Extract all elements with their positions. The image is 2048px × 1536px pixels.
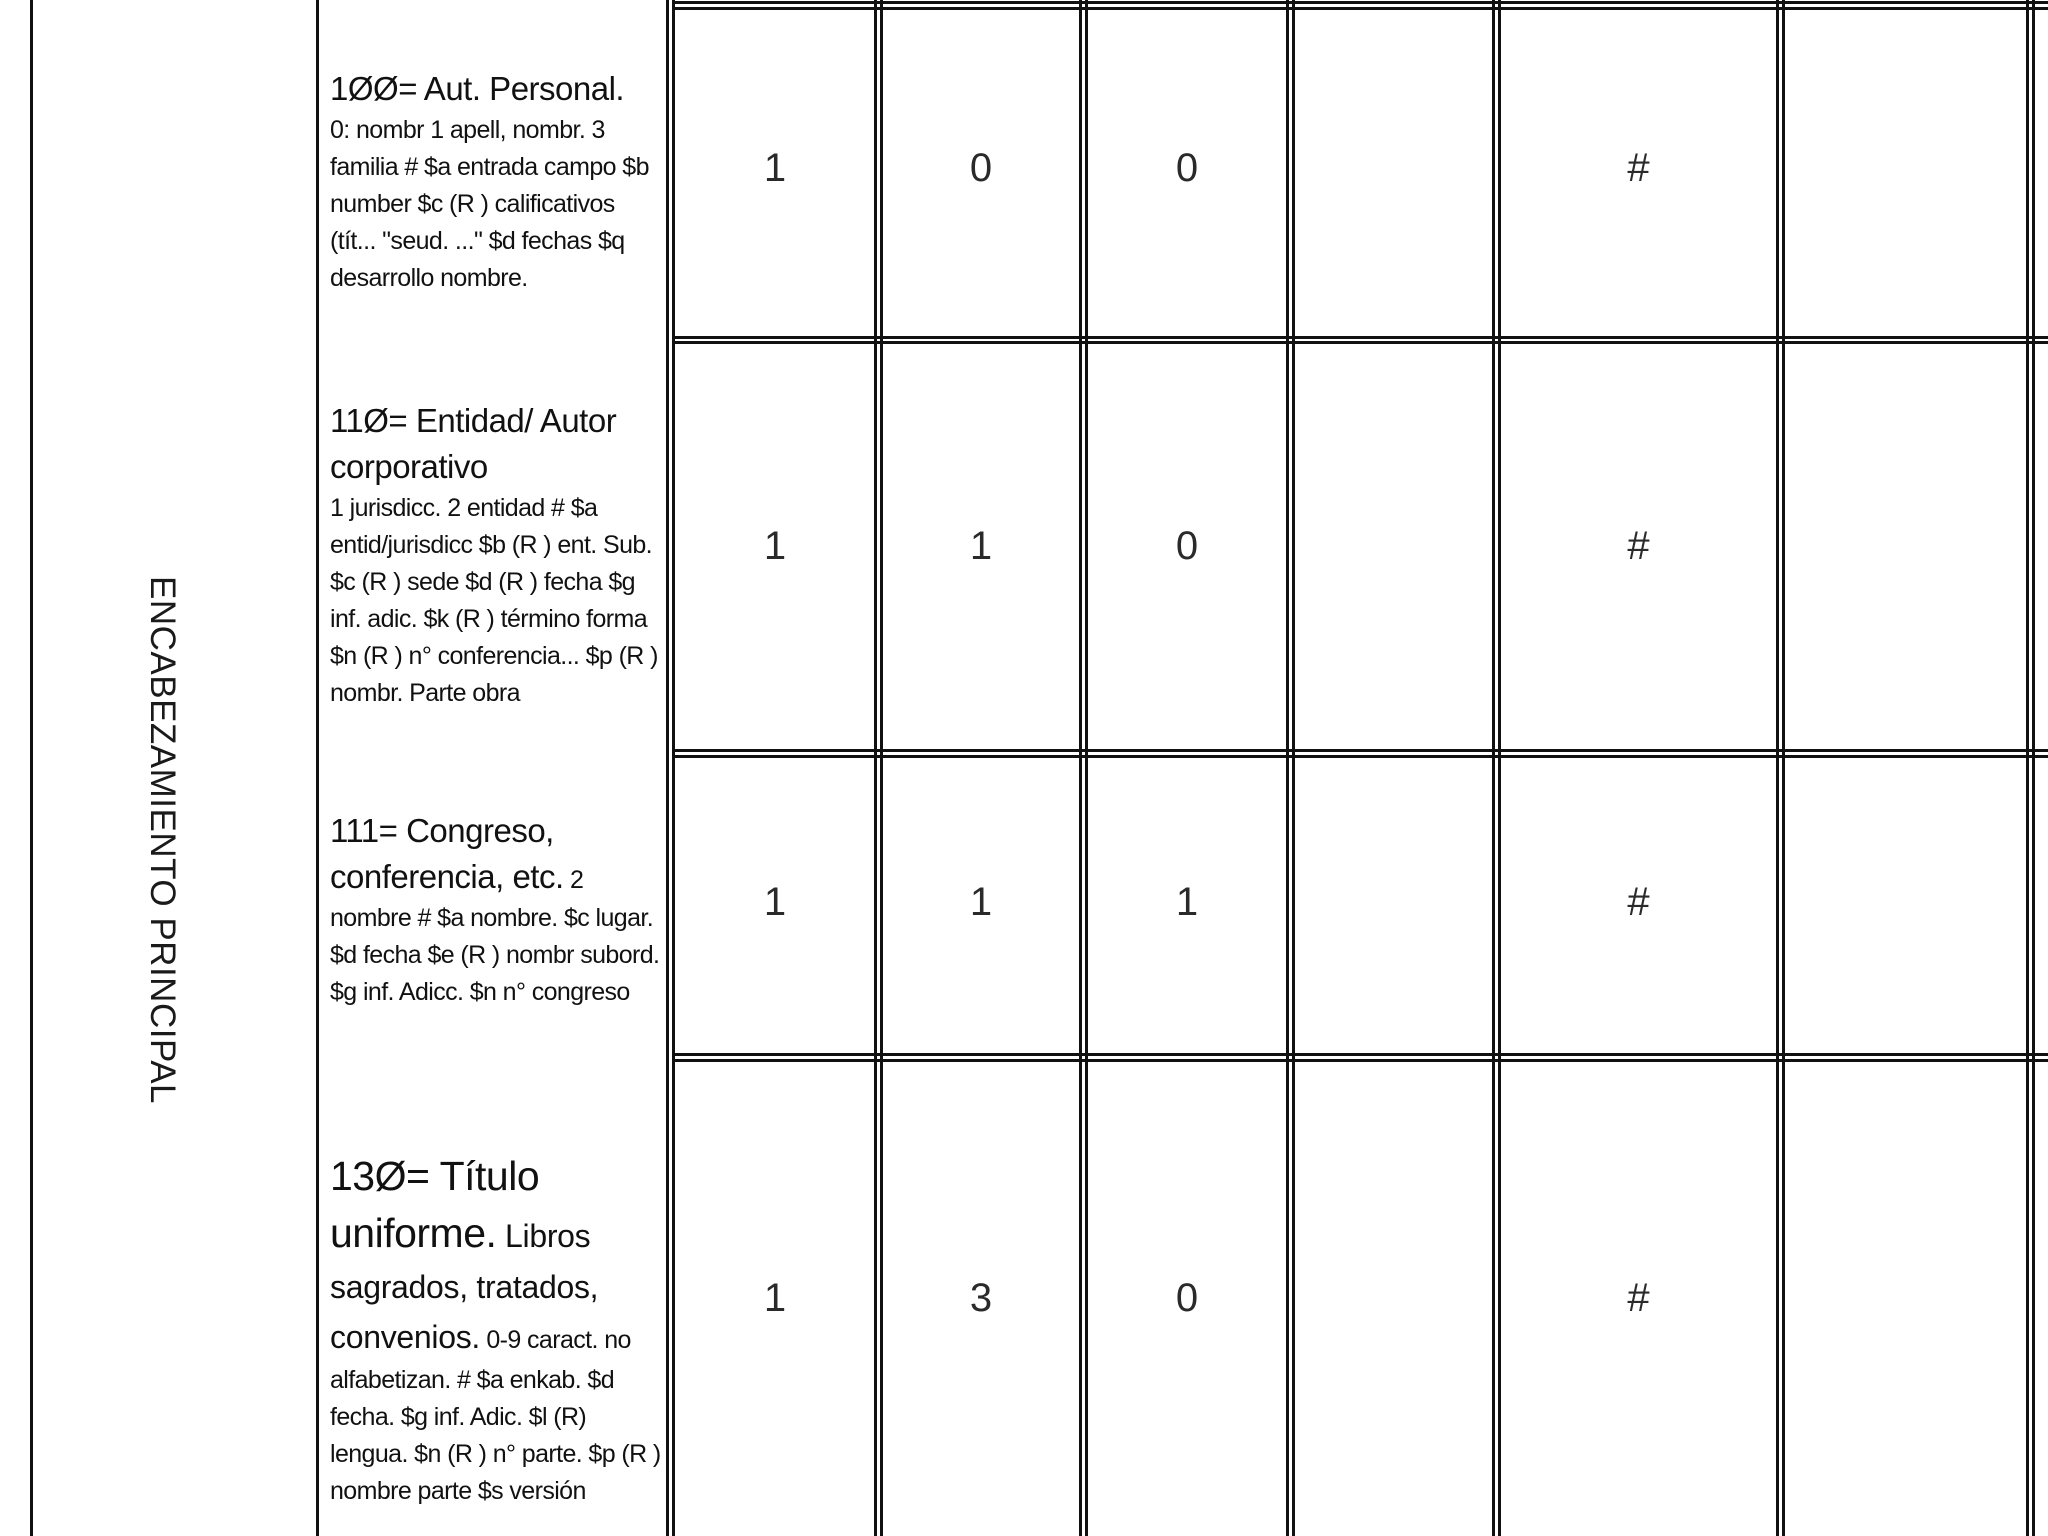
- row-100-cell-5: #: [1627, 146, 1650, 190]
- field-110-description: [330, 398, 665, 712]
- row-110-cell-1: 1: [763, 524, 787, 568]
- row-130-cell-3: 0: [1175, 1276, 1199, 1320]
- field-110-detail: 1 jurisdicc. 2 entidad # $a entid/jurisdicc $b (R ) ent. Sub. $c (R ) sede $d (R ) fecha $g inf. adic. $k (R ) término forma $n (R ) n° conferencia... $p (R ) nombr. Parte obra: [330, 494, 658, 707]
- table-divider-c1: [874, 0, 877, 1536]
- row-110-cell-5: #: [1627, 524, 1650, 568]
- field-130-subtitle: Libros sagrados, tratados, convenios.: [330, 1218, 599, 1355]
- row-100-cell-3: 0: [1175, 146, 1199, 190]
- table-divider-c5-2: [1782, 0, 1785, 1536]
- row-111-cell-2: 1: [969, 880, 993, 924]
- field-100-detail: 0: nombr 1 apell, nombr. 3 familia # $a entrada campo $b number $c (R ) calificativos (tít... "seud. ..." $d fechas $q desarrollo nombre.: [330, 116, 649, 292]
- row-100-cell-2: 0: [969, 146, 993, 190]
- table-divider-label: [316, 0, 319, 1536]
- row-130-cell-2: 3: [969, 1276, 993, 1320]
- table-divider-c3: [1286, 0, 1289, 1536]
- table-divider-c4: [1492, 0, 1495, 1536]
- table-divider-desc: [666, 0, 669, 1536]
- table-divider-c3-2: [1292, 0, 1295, 1536]
- row-111-cell-3: 1: [1175, 880, 1199, 924]
- table-divider-c2: [1079, 0, 1082, 1536]
- field-130-title: 13Ø= Título uniforme.: [330, 1153, 540, 1256]
- field-110-title: 11Ø= Entidad/ Autor corporativo: [330, 402, 617, 485]
- field-100-description: [330, 66, 665, 297]
- row-130-cell-5: #: [1627, 1276, 1650, 1320]
- row-130-cell-1: 1: [763, 1276, 787, 1320]
- row-100-cell-1: 1: [763, 146, 787, 190]
- table-border-right: [2026, 0, 2029, 1536]
- field-130-description: [330, 1148, 665, 1510]
- section-label: ENCABEZAMIENTO PRINCIPAL: [143, 575, 182, 1105]
- row-110-cell-3: 0: [1175, 524, 1199, 568]
- field-111-title: 111= Congreso, conferencia, etc.: [330, 812, 564, 895]
- field-100-title: 1ØØ= Aut. Personal.: [330, 70, 625, 107]
- row-110-cell-2: 1: [969, 524, 993, 568]
- field-130-detail: 0-9 caract. no alfabetizan. # $a enkab. $d fecha. $g inf. Adic. $l (R) lengua. $n (R ) n° parte. $p (R ) nombre parte $s versión: [330, 1326, 661, 1505]
- table-border-left: [30, 0, 33, 1536]
- row-111-cell-1: 1: [763, 880, 787, 924]
- table-border-right-2: [2032, 0, 2035, 1536]
- row-111-cell-5: #: [1627, 880, 1650, 924]
- table-divider-desc-2: [672, 0, 675, 1536]
- field-111-detail: 2 nombre # $a nombre. $c lugar. $d fecha $e (R ) nombr subord. $g inf. Adicc. $n n° congreso: [330, 866, 660, 1006]
- table-divider-c5: [1776, 0, 1779, 1536]
- field-111-description: [330, 808, 665, 1011]
